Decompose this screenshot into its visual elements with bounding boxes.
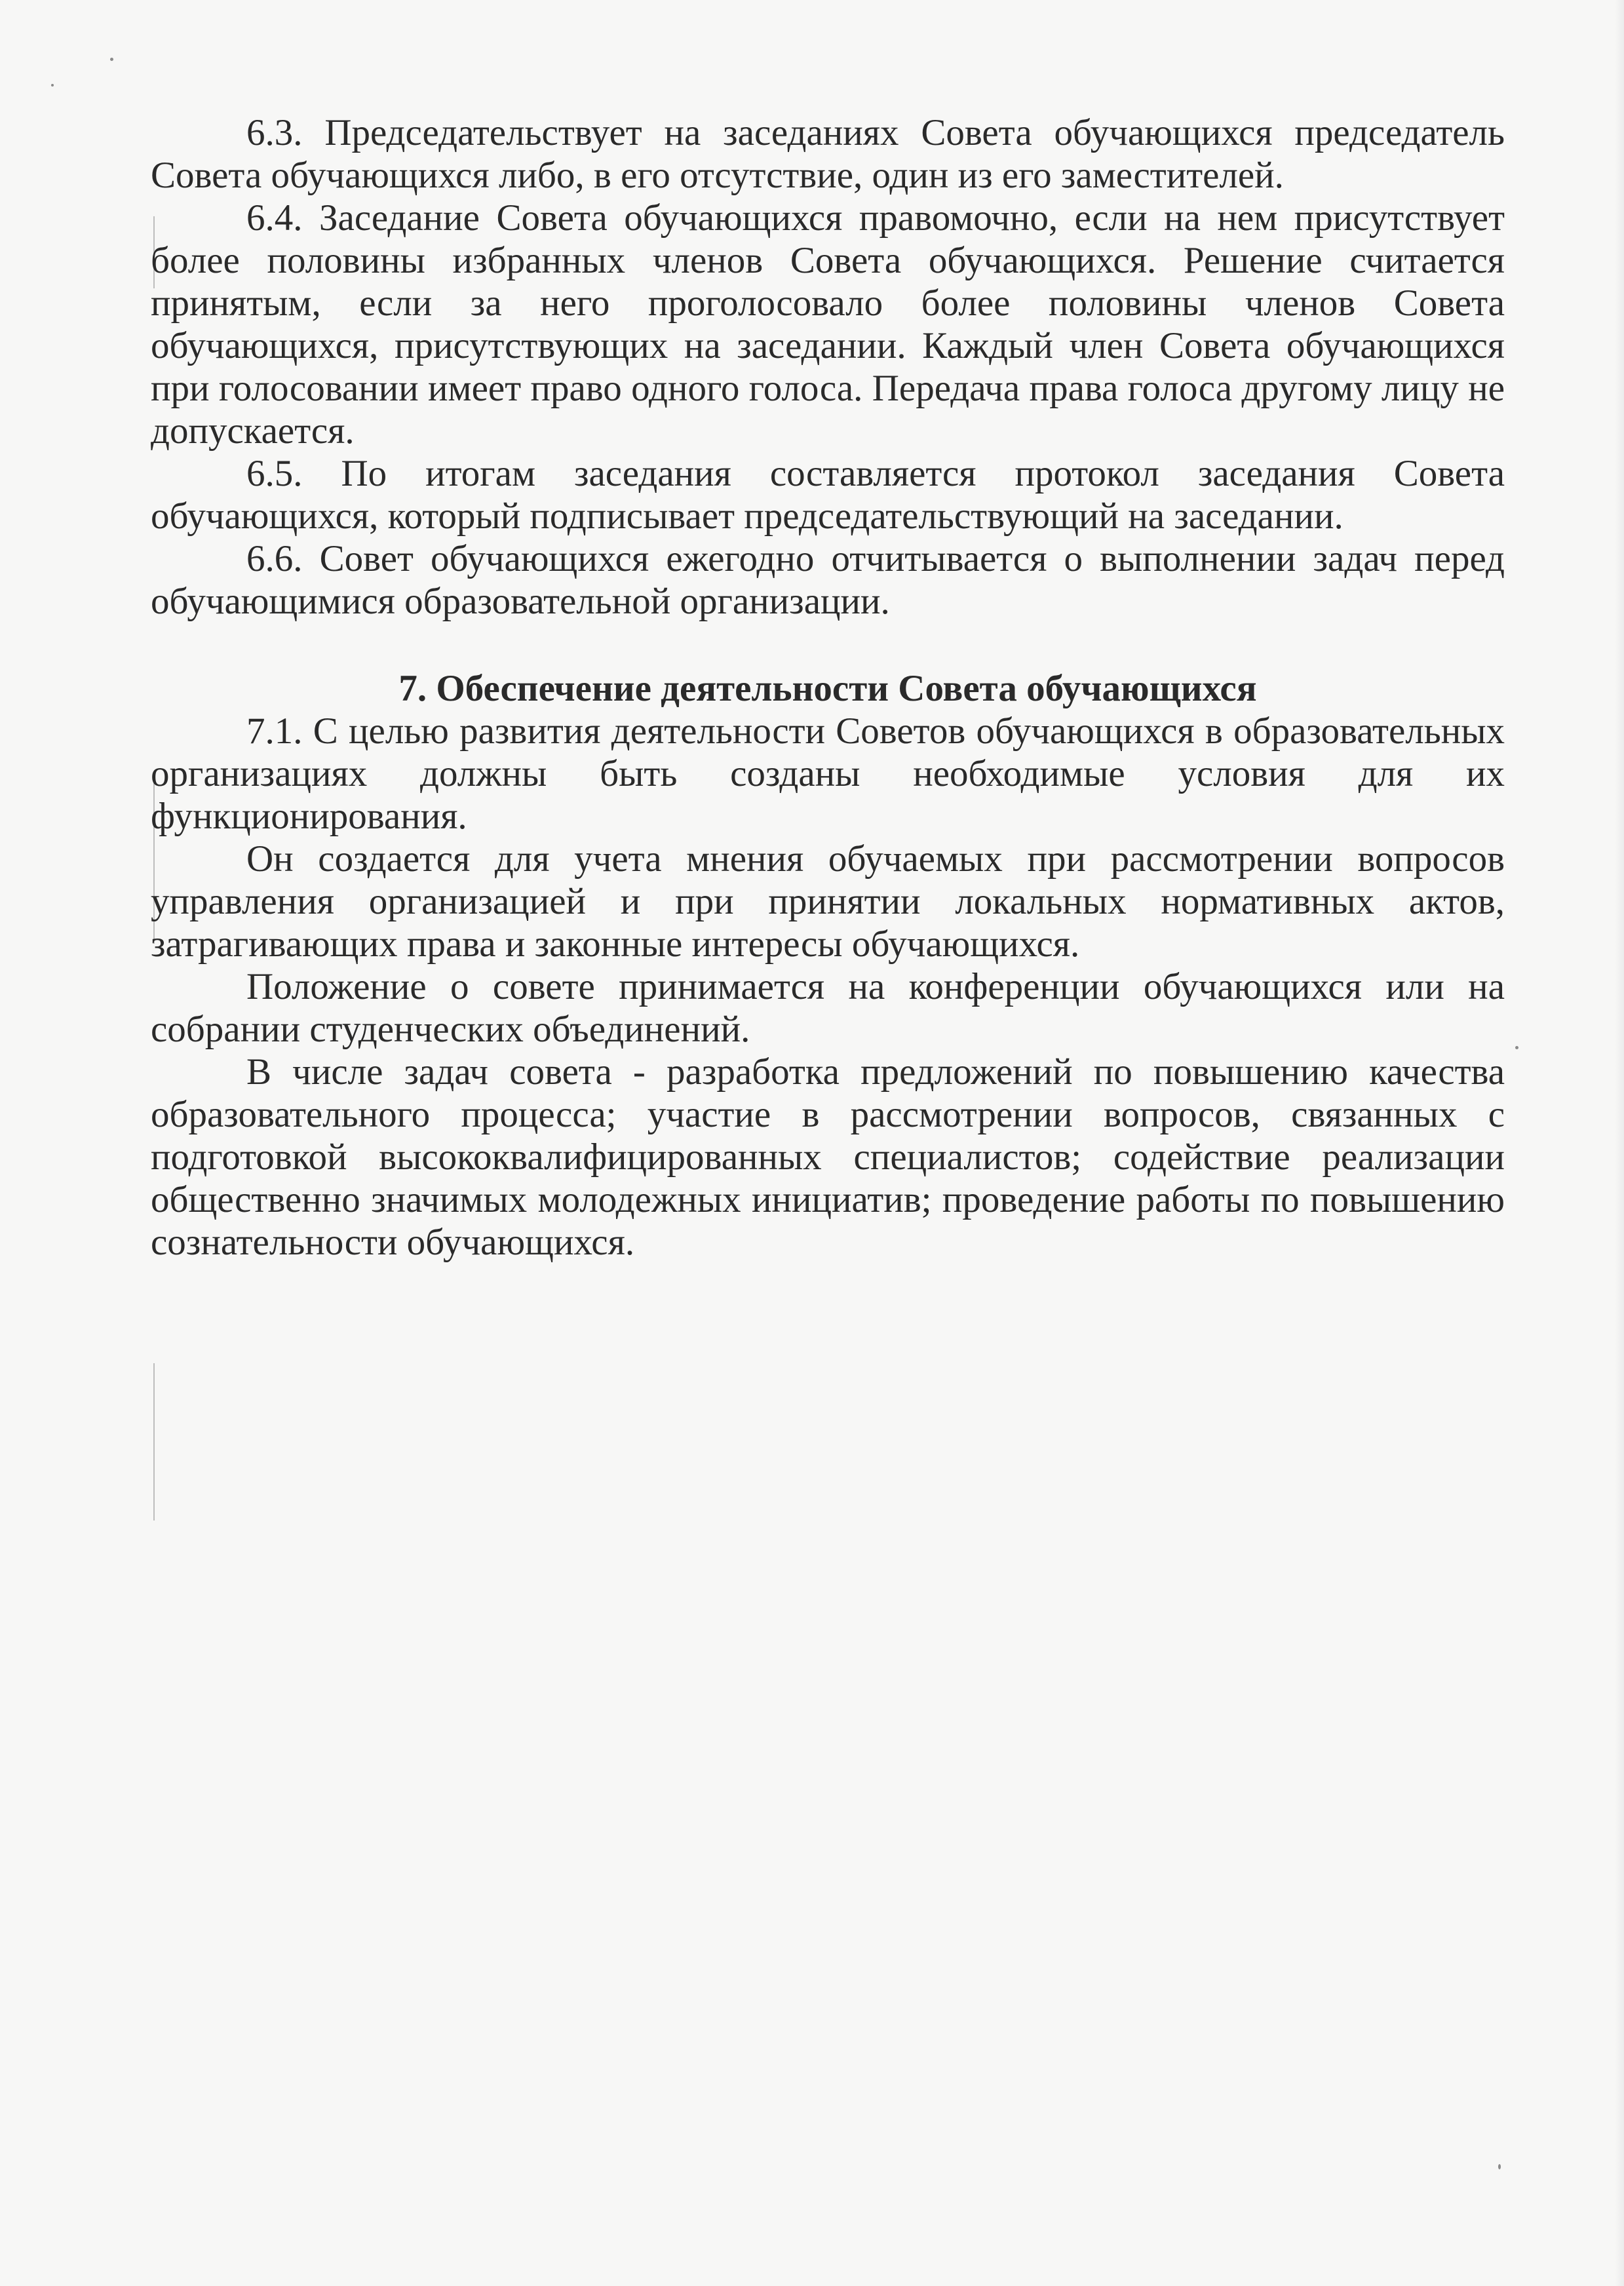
paragraph-6-3: 6.3. Председательствует на заседаниях Совета обучающихся председатель Совета обучающихся либо, в его отсутствие, один из его заместителей.	[151, 112, 1505, 196]
scan-speck	[110, 58, 113, 61]
paragraph-6-4: 6.4. Заседание Совета обучающихся правомочно, если на нем присутствует более половины избранных членов Совета обучающихся. Решение считается принятым, если за него проголосовало более половины членов Совета обучающихся, присутствующих на заседании. Каждый член Совета обучающихся при голосовании имеет право одного голоса. Передача права голоса другому лицу не допускается.	[151, 197, 1505, 452]
document-body	[151, 111, 1505, 1264]
page-edge-shadow	[1615, 0, 1624, 2286]
paragraph-council-tasks: В числе задач совета - разработка предложений по повышению качества образовательного процесса; участие в рассмотрении вопросов, связанных с подготовкой высококвалифицированных специалистов; содействие реализации общественно значимых молодежных инициатив; проведение работы по повышению сознательности обучающихся.	[151, 1051, 1505, 1263]
scan-speck	[1498, 2164, 1501, 2169]
paragraph-6-6: 6.6. Совет обучающихся ежегодно отчитывается о выполнении задач перед обучающимися образовательной организации.	[151, 538, 1505, 622]
section-7-heading: 7. Обеспечение деятельности Совета обучающихся	[398, 668, 1257, 709]
paragraph-7-1: 7.1. С целью развития деятельности Советов обучающихся в образовательных организациях должны быть созданы необходимые условия для их функционирования.	[151, 710, 1505, 837]
paragraph-council-regulation: Положение о совете принимается на конференции обучающихся или на собрании студенческих объединений.	[151, 966, 1505, 1050]
scan-speck	[1515, 1046, 1518, 1049]
scan-artifact-line	[153, 1363, 155, 1521]
scan-speck	[51, 84, 54, 87]
paragraph-council-purpose: Он создается для учета мнения обучаемых при рассмотрении вопросов управления организацией и при принятии локальных нормативных актов, затрагивающих права и законные интересы обучающихся.	[151, 838, 1505, 965]
paragraph-6-5: 6.5. По итогам заседания составляется протокол заседания Совета обучающихся, который подписывает председательствующий на заседании.	[151, 453, 1505, 537]
